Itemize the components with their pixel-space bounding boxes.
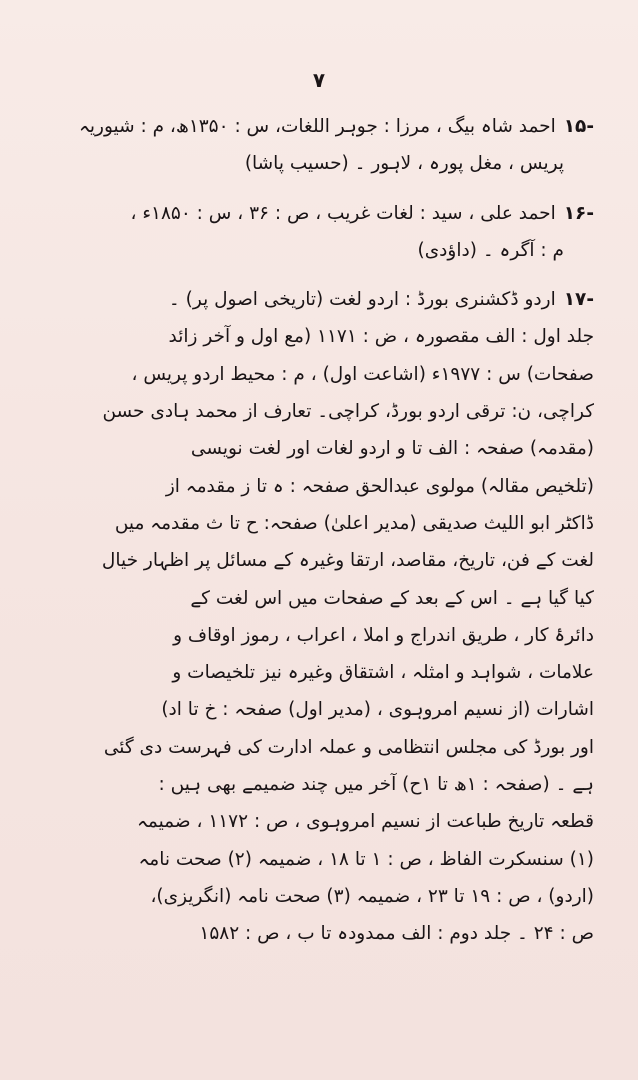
entry-line: پریس ، مغل پورہ ، لاہور ۔ (حسیب پاشا) xyxy=(244,153,564,175)
entry-line: اور بورڈ کی مجلس انتظامی و عملہ ادارت کی فہرست دی گئی xyxy=(103,736,594,758)
entry-line: (اردو) ، ص : ۱۹ تا ۲۳ ، ضمیمہ (۳) صحت نامہ (انگریزی)، xyxy=(150,885,594,907)
page-number: ۷ xyxy=(312,68,326,92)
page-content xyxy=(72,108,594,953)
entry-16 xyxy=(72,195,594,270)
entry-line: علامات ، شواہد و امثلہ ، اشتقاق وغیرہ نیز تلخیصات و xyxy=(172,662,594,684)
entry-line: ڈاکٹر ابو اللیث صدیقی (مدیر اعلیٰ) صفحہ: ح تا ث مقدمہ میں xyxy=(114,512,594,534)
entry-line xyxy=(72,195,594,232)
entry-line: ہے ۔ (صفحہ : ۱ھ تا ۱ح) آخر میں چند ضمیمے بھی ہیں : xyxy=(158,774,594,796)
entry-line: قطعہ تاریخ طباعت از نسیم امروہوی ، ص : ۱۱۷۲ ، ضمیمہ xyxy=(137,811,594,833)
entry-line: جلد اول : الف مقصورہ ، ض : ۱۱۷۱ (مع اول و آخر زائد xyxy=(168,326,594,348)
entry-line: کراچی، ن: ترقی اردو بورڈ، کراچی۔ تعارف از محمد ہادی حسن xyxy=(102,401,594,423)
entry-line: (۱) سنسکرت الفاظ ، ص : ۱ تا ۱۸ ، ضمیمہ (۲) صحت نامہ xyxy=(138,848,594,870)
entry-text: اردو ڈکشنری بورڈ : اردو لغت (تاریخی اصول پر) ۔ xyxy=(168,289,556,311)
entry-number: -۱۷ xyxy=(563,289,594,311)
entry-line: صفحات) س : ۱۹۷۷ء (اشاعت اول) ، م : محیط اردو پریس ، xyxy=(131,363,594,385)
entry-17 xyxy=(72,281,594,952)
entry-line: م : آگرہ ۔ (داؤدی) xyxy=(417,239,564,261)
entry-text: احمد علی ، سید : لغات غریب ، ص : ۳۶ ، س : ۱۸۵۰ء ، xyxy=(130,202,556,224)
entry-line: (مقدمہ) صفحہ : الف تا و اردو لغات اور لغت نویسی xyxy=(190,438,594,460)
entry-line: ص : ۲۴ ۔ جلد دوم : الف ممدودہ تا ب ، ص : ۱۵۸۲ xyxy=(199,923,594,945)
entry-line xyxy=(72,108,594,145)
entry-line: کیا گیا ہے ۔ اس کے بعد کے صفحات میں اس لغت کے xyxy=(190,587,594,609)
entry-number: -۱۶ xyxy=(563,202,594,224)
entry-line: اشارات (از نسیم امروہوی ، (مدیر اول) صفحہ : خ تا اد) xyxy=(161,699,594,721)
entry-text: احمد شاہ بیگ ، مرزا : جوہر اللغات، س : ۱۳۵۰ھ، م : شیوریہ xyxy=(79,116,556,137)
entry-line: دائرۂ کار ، طریق اندراج و املا ، اعراب ، رموز اوقاف و xyxy=(173,624,594,646)
entry-line xyxy=(72,281,594,318)
entry-number: -۱۵ xyxy=(563,116,594,137)
entry-15 xyxy=(72,108,594,183)
entry-line: (تلخیص مقالہ) مولوی عبدالحق صفحہ : ہ تا ز مقدمہ از xyxy=(165,475,594,497)
entry-line: لغت کے فن، تاریخ، مقاصد، ارتقا وغیرہ کے مسائل پر اظہار خیال xyxy=(101,550,594,572)
